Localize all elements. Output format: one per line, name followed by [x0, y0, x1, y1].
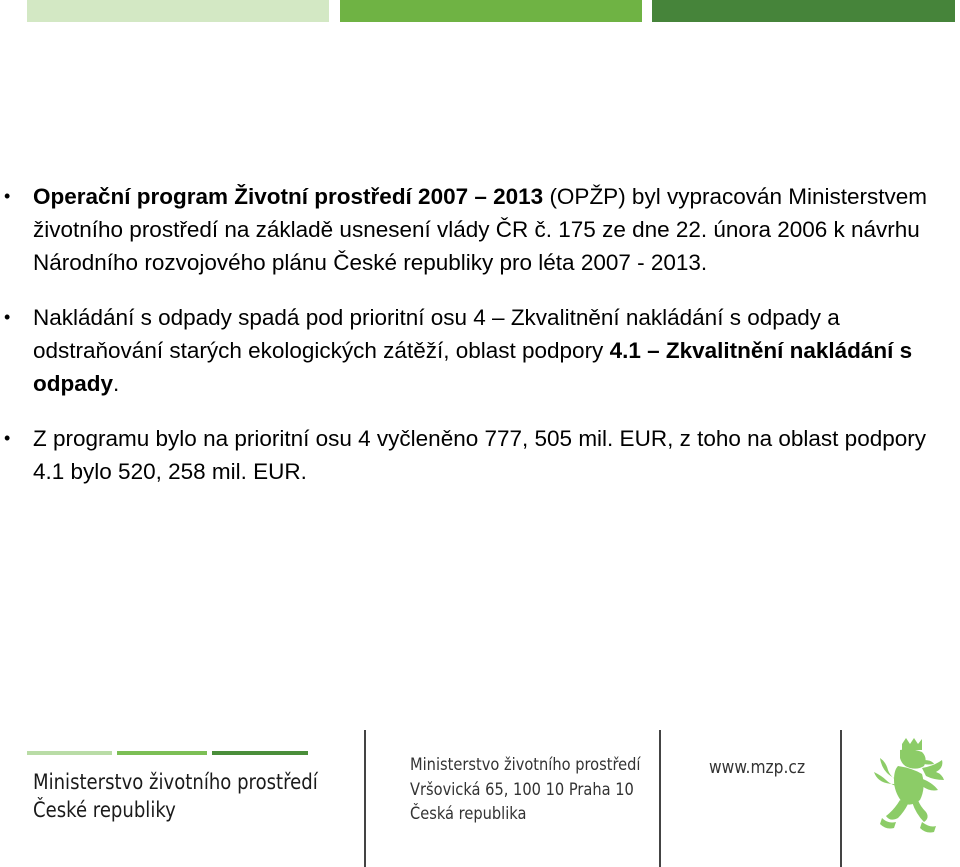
address-line-2: Vršovická 65, 100 10 Praha 10 [410, 779, 634, 800]
footer-stripe-2 [117, 751, 207, 755]
address-line-3: Česká republika [410, 804, 527, 824]
footer-divider-2 [659, 730, 661, 867]
bullet-item-3 [0, 422, 960, 488]
top-bar-light [27, 0, 329, 22]
ministry-logo-text [33, 768, 318, 824]
top-bar-dark [652, 0, 955, 22]
footer-stripes [27, 751, 308, 760]
ministry-line-2: České republiky [33, 798, 176, 822]
bullet-dot-icon: • [4, 428, 11, 448]
top-bar-mid [340, 0, 642, 22]
czech-lion-icon [872, 738, 954, 838]
footer-stripe-1 [27, 751, 112, 755]
bullet-text-1 [33, 180, 930, 279]
footer [0, 730, 960, 867]
slide-content [0, 180, 960, 510]
bullet-item-2 [0, 301, 960, 400]
ministry-address [410, 753, 640, 827]
ministry-line-1: Ministerstvo životního prostředí [33, 770, 318, 794]
bullet-item-1 [0, 180, 960, 279]
bullet-dot-icon: • [4, 186, 11, 206]
footer-stripe-3 [212, 751, 308, 755]
bullet-2-tail: . [113, 371, 120, 396]
footer-divider-3 [840, 730, 842, 867]
footer-divider-1 [364, 730, 366, 867]
bullet-1-text: (OPŽP) byl vypracován Ministerstvem životního prostředí na základě usnesení vlády ČR č. 175 ze dne 22. února 2006 k návrhu Národního rozvojového plánu České republiky pro léta 2007 - 2013. [33, 184, 928, 275]
bullet-2-bold: 4.1 – Zkvalitnění nakládání s odpady [33, 338, 913, 396]
bullet-dot-icon: • [4, 307, 11, 327]
bullet-1-bold: Operační program Životní prostředí 2007 – 2013 [33, 184, 544, 209]
bullet-text-3: Z programu bylo na prioritní osu 4 vyčleněno 777, 505 mil. EUR, z toho na oblast podpory 4.1 bylo 520, 258 mil. EUR. [33, 426, 926, 484]
bullet-2-text: Nakládání s odpady spadá pod prioritní osu 4 – Zkvalitnění nakládání s odpady a odstraňování starých ekologických zátěží, oblast podpory [33, 305, 840, 363]
website-link[interactable]: www.mzp.cz [709, 757, 806, 778]
address-line-1: Ministerstvo životního prostředí [410, 755, 641, 775]
bullet-text-2 [33, 301, 930, 400]
